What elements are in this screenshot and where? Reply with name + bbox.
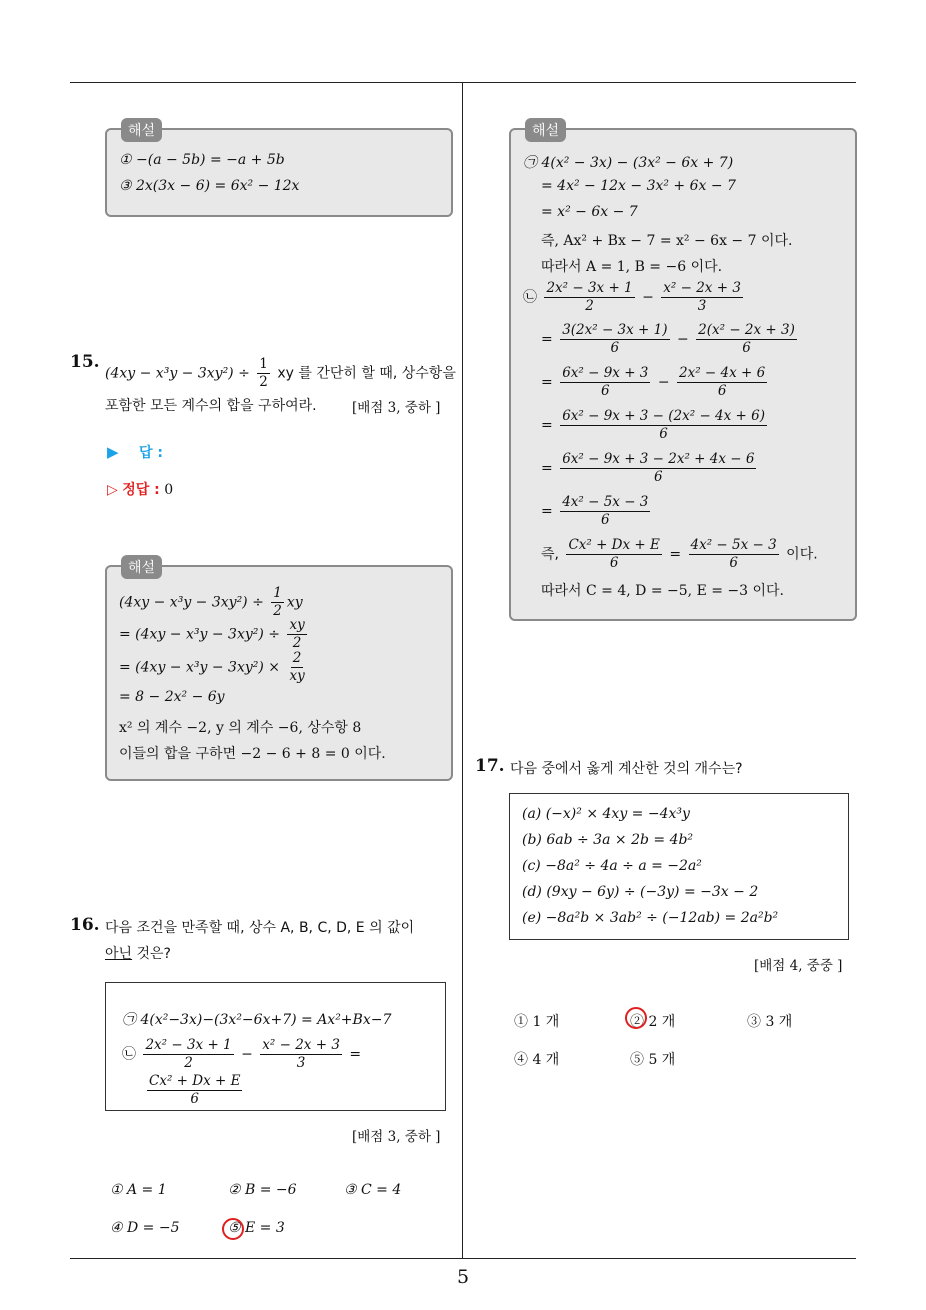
- solution-line: ㉡ $\frac{\text{2x² − 3x + 1}}{2}$ − $\frac{\text{x² − 2x + 3}}{3}$: [523, 280, 741, 314]
- solution-tag: 해설: [525, 118, 566, 142]
- q15-expression: (4xy − x³y − 3xy²) ÷: [105, 365, 250, 382]
- option-1[interactable]: ① 1 개: [514, 1014, 560, 1030]
- item-e: (e) −8a²b × 3ab² ÷ (−12ab) = 2a²b²: [522, 910, 779, 926]
- question-15-line-1: [105, 356, 456, 391]
- solution-box-14: [105, 123, 453, 217]
- condition-box-16: [105, 982, 446, 1111]
- q15-text: xy 를 간단히 할 때, 상수항을: [277, 365, 456, 382]
- item-b: (b) 6ab ÷ 3a × 2b = 4b²: [522, 832, 694, 848]
- option-2[interactable]: ② B = −6: [228, 1182, 297, 1198]
- solution-line: = x² − 6x − 7: [541, 204, 638, 220]
- solution-line: 즉, $\frac{\text{Cx² + Dx + E}}{6}$ = $\frac{\text{4x² − 5x − 3}}{6}$ 이다.: [541, 537, 818, 571]
- solution-line: 즉, Ax² + Bx − 7 = x² − 6x − 7 이다.: [541, 233, 793, 249]
- solution-line: 이들의 합을 구하면 −2 − 6 + 8 = 0 이다.: [119, 746, 386, 762]
- solution-line: = 4x² − 12x − 3x² + 6x − 7: [541, 178, 736, 194]
- solution-line: = 8 − 2x² − 6y: [119, 689, 225, 705]
- triangle-outline-icon: ▷: [107, 482, 118, 498]
- solution-box-15: [105, 560, 453, 781]
- solution-line: (4xy − x³y − 3xy²) ÷ $\frac{1}{2}$ xy: [119, 585, 303, 619]
- items-box-17: [509, 793, 849, 940]
- solution-line: = $\frac{\text{6x² − 9x + 3 − 2x² + 4x − 6}}{6}$: [541, 451, 755, 485]
- correct-value: 0: [164, 482, 174, 498]
- solution-line: = (4xy − x³y − 3xy²) × $\frac{2}{xy}$: [119, 650, 305, 684]
- correct-label: 정답 :: [122, 482, 160, 498]
- solution-line: 따라서 C = 4, D = −5, E = −3 이다.: [541, 583, 785, 599]
- option-2[interactable]: ② 2 개: [630, 1014, 676, 1030]
- solution-line: = (4xy − x³y − 3xy²) ÷ $\frac{xy}{2}$: [119, 617, 305, 651]
- correct-answer-row: [107, 479, 173, 499]
- condition-2-rhs: $\frac{\text{Cx² + Dx + E}}{6}$: [149, 1073, 241, 1107]
- solution-line: 따라서 A = 1, B = −6 이다.: [541, 259, 723, 275]
- solution-line: x² 의 계수 −2, y 의 계수 −6, 상수항 8: [119, 720, 362, 736]
- item-a: (a) (−x)² × 4xy = −4x³y: [522, 806, 690, 822]
- option-1[interactable]: ① A = 1: [110, 1182, 167, 1198]
- solution-line: ③ 2x(3x − 6) = 6x² − 12x: [119, 178, 300, 194]
- solution-line: = $\frac{\text{6x² − 9x + 3}}{6}$ − $\frac{\text{2x² − 4x + 6}}{6}$: [541, 365, 766, 399]
- option-3[interactable]: ③ C = 4: [344, 1182, 402, 1198]
- bottom-rule: [70, 1258, 856, 1259]
- solution-line: = $\frac{\text{3(2x² − 3x + 1)}}{6}$ − $\frac{\text{2(x² − 2x + 3)}}{6}$: [541, 322, 795, 356]
- page-number: 5: [456, 1266, 470, 1288]
- underlined-word: 아닌: [105, 946, 133, 962]
- question-number-16: 16.: [70, 915, 100, 935]
- option-3[interactable]: ③ 3 개: [747, 1014, 793, 1030]
- question-16-line-1: 다음 조건을 만족할 때, 상수 A, B, C, D, E 의 값이: [105, 920, 415, 936]
- score-16: [배점 3, 중하 ]: [352, 1129, 441, 1145]
- answer-row[interactable]: [107, 442, 163, 462]
- score-17: [배점 4, 중중 ]: [754, 958, 843, 974]
- score-15: [배점 3, 중하 ]: [352, 400, 441, 416]
- solution-line: ㉠ 4(x² − 3x) − (3x² − 6x + 7): [523, 155, 734, 171]
- selected-answer-circle: [222, 1218, 244, 1240]
- condition-2: ㉡ $\frac{\text{2x² − 3x + 1}}{2}$ − $\frac{\text{x² − 2x + 3}}{3}$ =: [122, 1037, 362, 1071]
- column-divider: [462, 83, 463, 1258]
- question-17-text: 다음 중에서 옳게 계산한 것의 개수는?: [510, 761, 743, 777]
- solution-tag: 해설: [121, 555, 162, 579]
- selected-answer-circle: [625, 1007, 647, 1029]
- option-5[interactable]: ⑤ 5 개: [630, 1052, 676, 1068]
- answer-label: 답 :: [139, 445, 163, 461]
- solution-box-16: [509, 123, 857, 621]
- condition-1: ㉠ 4(x²−3x)−(3x²−6x+7) = Ax²+Bx−7: [122, 1012, 392, 1028]
- q15-fraction: $\frac{1}{2}$: [259, 356, 268, 390]
- option-4[interactable]: ④ 4 개: [514, 1052, 560, 1068]
- item-d: (d) (9xy − 6y) ÷ (−3y) = −3x − 2: [522, 884, 759, 900]
- question-number-15: 15.: [70, 352, 100, 372]
- question-16-line-2: 아닌 것은?: [105, 946, 171, 962]
- top-rule: [70, 82, 856, 83]
- question-15-line-2: 포함한 모든 계수의 합을 구하여라.: [105, 398, 317, 414]
- solution-line: ① −(a − 5b) = −a + 5b: [119, 152, 285, 168]
- item-c: (c) −8a² ÷ 4a ÷ a = −2a²: [522, 858, 702, 874]
- question-number-17: 17.: [475, 756, 505, 776]
- solution-tag: 해설: [121, 118, 162, 142]
- solution-line: = $\frac{\text{6x² − 9x + 3 − (2x² − 4x + 6)}}{6}$: [541, 408, 766, 442]
- option-5[interactable]: ⑤ E = 3: [228, 1220, 285, 1236]
- play-icon: ▶: [107, 443, 119, 461]
- option-4[interactable]: ④ D = −5: [110, 1220, 180, 1236]
- solution-line: = $\frac{\text{4x² − 5x − 3}}{6}$: [541, 494, 649, 528]
